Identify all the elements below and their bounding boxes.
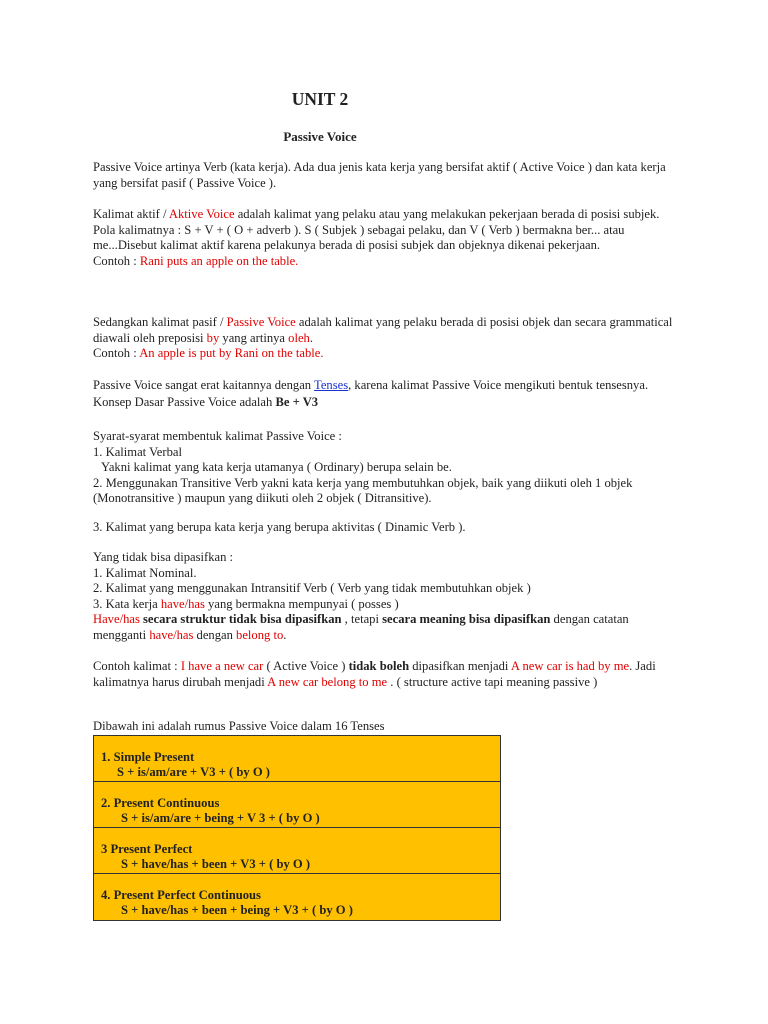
requirements-list	[93, 429, 683, 507]
passive-oleh: oleh	[288, 330, 310, 345]
example-sentence-paragraph	[93, 659, 683, 690]
passive-pre: Sedangkan kalimat pasif /	[93, 315, 227, 329]
tenses-pre: Passive Voice sangat erat kaitannya dengan	[93, 378, 315, 392]
non-passive-1: 1. Kalimat Nominal.	[93, 565, 197, 580]
passive-by: by	[206, 330, 220, 345]
intro-paragraph	[93, 160, 683, 191]
formula-name: 3 Present Perfect	[101, 842, 193, 856]
formula-row	[94, 736, 500, 782]
requirement-1-desc: Yakni kalimat yang kata kerja utamanya ( Ordinary) berupa selain be.	[101, 460, 452, 474]
non-passive-3-pre: 3. Kata kerja	[93, 596, 161, 611]
formula-row	[94, 874, 500, 920]
example-mid-2: dipasifkan menjadi	[409, 659, 511, 673]
non-passive-heading: Yang tidak bisa dipasifkan :	[93, 550, 234, 564]
example-mid-1: ( Active Voice )	[263, 659, 349, 673]
passive-mid2: yang artinya	[219, 330, 289, 345]
requirements-heading: Syarat-syarat membentuk kalimat Passive Voice :	[93, 429, 342, 443]
note-mid: , tetapi	[341, 612, 383, 626]
example-red-3: A new car belong to me	[267, 674, 388, 689]
topic-title: Passive Voice	[283, 129, 357, 144]
note-post: dengan catatan mengganti	[93, 612, 629, 642]
note-post-2: dengan	[193, 627, 237, 642]
tenses-link[interactable]: Tenses	[314, 378, 349, 392]
example-bold: tidak boleh	[348, 659, 410, 673]
requirement-2: 2. Menggunakan Transitive Verb yakni kata kerja yang membutuhkan objek, baik yang diikuti oleh 1 objek (Monotransitive ) maupun yang diikuti oleh 2 objek ( Ditransitive).	[93, 475, 633, 505]
intro-text: Passive Voice artinya Verb (kata kerja). Ada dua jenis kata kerja yang bersifat aktif ( Active Voice ) dan kata kerja yang bersifat pasif ( Passive Voice ).	[93, 160, 666, 190]
active-pattern: Pola kalimatnya : S + V + ( O + adverb ). S ( Subjek ) sebagai pelaku, dan V ( Verb ) bermakna ber... atau me...Disebut kalimat aktif karena pelakunya berada di posisi subjek dan objeknya dikenai pekerjaan.	[93, 222, 625, 252]
non-passive-2: 2. Kalimat yang menggunakan Intransitif Verb ( Verb yang tidak membutuhkan objek )	[93, 581, 531, 595]
passive-voice-paragraph	[93, 315, 683, 362]
example-end: . ( structure active tapi meaning passive )	[387, 674, 598, 689]
requirement-3: 3. Kalimat yang berupa kata kerja yang berupa aktivitas ( Dinamic Verb ).	[93, 520, 466, 534]
formulas-intro	[93, 719, 683, 735]
formula-row	[94, 782, 500, 828]
requirement-1: 1. Kalimat Verbal	[93, 444, 182, 459]
passive-example: An apple is put by Rani on the table.	[139, 346, 324, 360]
tenses-paragraph	[93, 377, 683, 410]
example-label: Contoh kalimat :	[93, 659, 181, 673]
non-passive-3-red: have/has	[160, 596, 205, 611]
requirement-3-paragraph	[93, 520, 683, 536]
passive-end: .	[309, 330, 313, 345]
formula-text: S + have/has + been + being + V3 + ( by O )	[121, 903, 353, 917]
passive-mid: adalah kalimat yang pelaku berada di posisi objek dan secara grammatical diawali oleh preposisi	[93, 315, 673, 345]
note-have-has: Have/has	[93, 612, 140, 626]
example-red-1: I have a new car	[180, 659, 264, 673]
active-example: Rani puts an apple on the table.	[139, 253, 299, 268]
non-passive-3-post: yang bermakna mempunyai ( posses )	[204, 596, 399, 611]
formula-name: 4. Present Perfect Continuous	[101, 888, 261, 902]
example-red-2: A new car is had by me	[510, 659, 630, 673]
note-have-has-2: have/has	[149, 627, 194, 642]
note-belong-to: belong to	[236, 627, 284, 642]
formula-text: S + is/am/are + V3 + ( by O )	[117, 765, 270, 779]
non-passive-list	[93, 550, 683, 643]
active-term: Aktive Voice	[168, 207, 235, 221]
note-bold-meaning: secara meaning bisa dipasifkan	[382, 612, 551, 626]
formula-name: 1. Simple Present	[101, 750, 195, 764]
formula-row	[94, 828, 500, 874]
active-voice-paragraph	[93, 207, 683, 269]
formulas-intro-text: Dibawah ini adalah rumus Passive Voice dalam 16 Tenses	[93, 719, 385, 733]
example-mid-3: . Jadi kalimatnya harus dirubah menjadi	[93, 659, 656, 689]
active-example-label: Contoh :	[93, 253, 140, 268]
formula-table	[93, 735, 501, 921]
formula-name: 2. Present Continuous	[101, 796, 220, 810]
note-bold-structure: secara struktur tidak bisa dipasifkan	[139, 612, 342, 626]
passive-term: Passive Voice	[226, 315, 296, 329]
active-pre: Kalimat aktif /	[93, 207, 169, 221]
note-end: .	[283, 627, 287, 642]
formula-text: S + have/has + been + V3 + ( by O )	[121, 857, 311, 871]
formula-text: S + is/am/are + being + V 3 + ( by O )	[121, 811, 320, 825]
passive-example-label: Contoh :	[93, 346, 140, 360]
tenses-formula: Be + V3	[275, 394, 319, 409]
active-post: adalah kalimat yang pelaku atau yang melakukan pekerjaan berada di posisi subjek.	[234, 207, 660, 221]
unit-title: UNIT 2	[291, 89, 349, 109]
tenses-post: , karena kalimat Passive Voice mengikuti bentuk tensesnya. Konsep Dasar Passive Voice adalah	[93, 378, 649, 409]
